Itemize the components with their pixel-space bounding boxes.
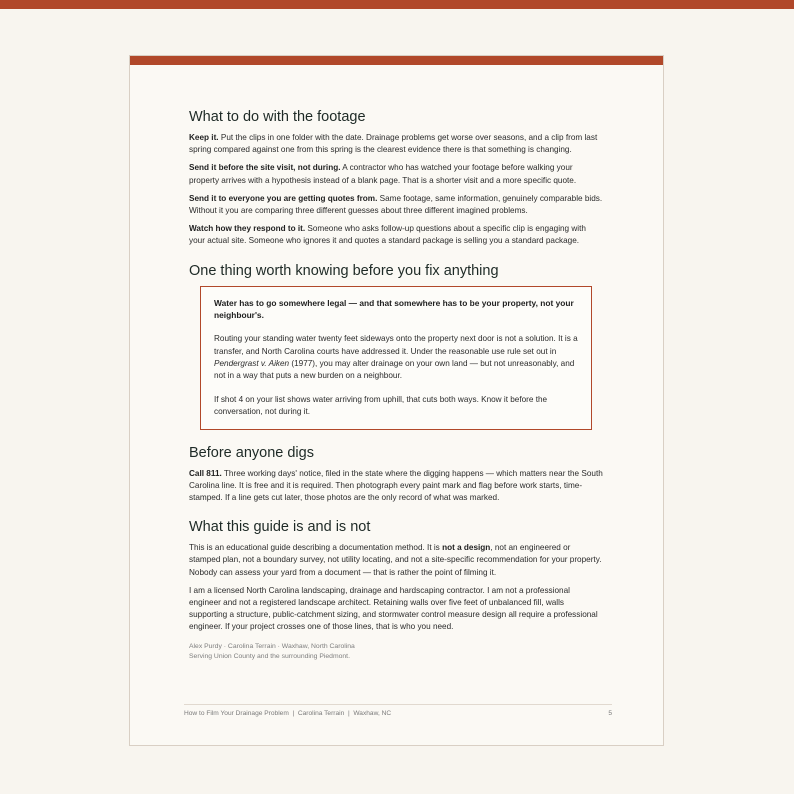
paragraph xyxy=(189,132,603,156)
section-heading: What to do with the footage xyxy=(189,109,366,125)
section-footage xyxy=(189,108,603,248)
paragraph xyxy=(189,223,603,247)
paragraph-lead: Watch how they respond to it. xyxy=(189,224,306,234)
paragraph-text: Same footage, same information, genuinely comparable bids. Without it you are comparing three different guesses about three different imagined problems. xyxy=(189,193,603,216)
top-accent-bar xyxy=(0,0,794,9)
signature-block xyxy=(189,642,603,662)
section-before-digs xyxy=(189,444,603,505)
case-citation: Pendergrast v. Aiken xyxy=(214,358,290,368)
page-footer xyxy=(184,704,612,717)
section-guide-scope xyxy=(189,518,603,633)
footer-text: How to Film Your Drainage Problem | Carolina Terrain | Waxhaw, NC xyxy=(184,710,392,717)
callout-lead: Water has to go somewhere legal — and that somewhere has to be your property, not your neighbour's. xyxy=(214,297,574,321)
section-worth-knowing xyxy=(189,262,603,430)
callout-text: (1977), you may alter drainage on your own land — but not unreasonably, and not in a way that puts a new burden on a neighbour. xyxy=(214,358,575,381)
callout-text: Routing your standing water twenty feet sideways onto the property next door is not a solution. It is a transfer, and North Carolina courts have addressed it. Under the reasonable use rule set out in xyxy=(214,334,578,356)
section-heading: One thing worth knowing before you fix anything xyxy=(189,262,499,279)
paragraph xyxy=(189,542,603,579)
paragraph-text: A contractor who has watched your footage before walking your property arrives with a hypothesis instead of a blank page. That is a shorter visit and a more specific quote. xyxy=(189,163,577,185)
signature-line: Alex Purdy · Carolina Terrain · Waxhaw, North Carolina xyxy=(189,642,355,650)
paragraph-lead: Keep it. xyxy=(189,133,219,142)
page-number: 5 xyxy=(608,710,612,717)
section-heading: Before anyone digs xyxy=(189,444,314,461)
section-heading: What this guide is and is not xyxy=(189,519,371,536)
paragraph-text: , not an engineered or stamped plan, not a boundary survey, not utility locating, and not a site-specific recommendation for your property. Nobody can assess your yard from a document — that is rather the point of filming it. xyxy=(189,543,602,577)
paragraph-text: This is an educational guide describing a documentation method. It is xyxy=(189,543,443,553)
emphasis-text: not a design xyxy=(442,543,491,553)
page-header-rule xyxy=(130,56,663,65)
paragraph-text: Three working days' notice, filed in the state where the digging happens — which matters near the South Carolina line. It is free and it is required. Then photograph every paint mark and flag before work starts, time-stamped. If a line gets cut later, those photos are the only record of what was marked. xyxy=(189,468,603,503)
paragraph-lead: Send it before the site visit, not during. xyxy=(189,163,341,173)
paragraph-text: Someone who asks follow-up questions about a specific clip is engaging with your actual site. Someone who ignores it and quotes a standard package is selling you a standard package. xyxy=(189,224,586,246)
signature-line: Serving Union County and the surrounding Piedmont. xyxy=(189,652,350,660)
paragraph xyxy=(189,468,603,505)
document-page xyxy=(129,55,664,746)
callout-paragraph: If shot 4 on your list shows water arriving from uphill, that cuts both ways. Know it before the conversation, not during it. xyxy=(214,395,548,417)
paragraph xyxy=(189,162,603,186)
page-content xyxy=(189,108,603,662)
callout-box xyxy=(200,286,592,430)
paragraph xyxy=(189,193,603,217)
paragraph-lead: Call 811. xyxy=(189,468,222,478)
paragraph-lead: Send it to everyone you are getting quotes from. xyxy=(189,193,378,203)
paragraph-text: Put the clips in one folder with the date. Drainage problems get worse over seasons, and a clip from last spring compared against one from this spring is the clearest evidence there is that something is changing. xyxy=(189,133,598,155)
paragraph: I am a licensed North Carolina landscaping, drainage and hardscaping contractor. I am not a professional engineer and not a registered landscape architect. Retaining walls over five feet of unbalanced fill, walls supporting a structure, public-catchment sizing, and stormwater control measure design all require a professional engineer. If your project crosses one of those lines, that is who you need. xyxy=(189,585,598,632)
callout-paragraph xyxy=(214,333,578,382)
